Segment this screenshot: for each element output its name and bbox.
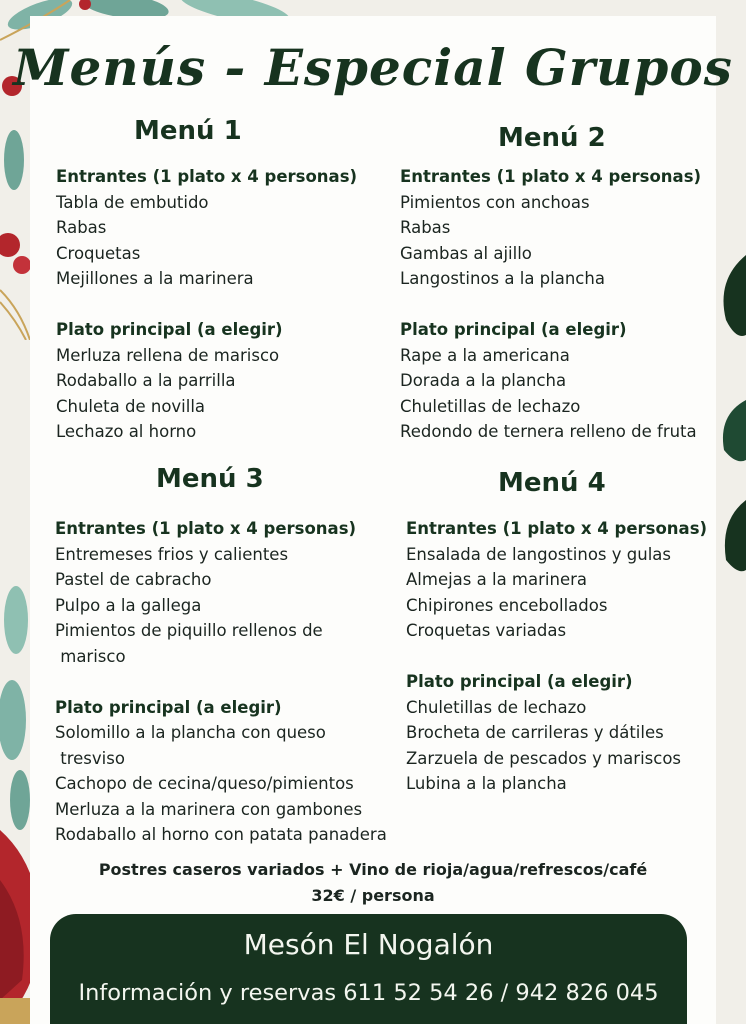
menu-4-starter: Almejas a la marinera [406,570,587,589]
menu-4-starter: Chipirones encebollados [406,595,608,615]
menu-2-starter: Pimientos con anchoas [400,192,590,212]
menu-2-starter: Langostinos a la plancha [400,269,605,288]
price-note: 32€ / persona [311,886,435,905]
menu-1-starters-title: Entrantes (1 plato x 4 personas) [56,167,358,186]
menu-3-main: Merluza a la marinera con gambones [55,799,363,819]
menu-1-column [56,164,357,445]
menu-2-main: Rape a la americana [400,345,570,365]
menu-3-main: tresviso [55,748,125,768]
menu-2-column [400,164,701,445]
menu-4-column [406,516,707,797]
page-title: Menús - Especial Grupos [13,38,733,97]
menu-1-main: Chuleta de novilla [56,396,206,416]
leaves-right-icon [716,250,746,580]
menu-2-main: Chuletillas de lechazo [400,396,581,416]
restaurant-banner [50,914,687,1024]
menu-4-main: Lubina a la plancha [406,774,567,793]
menu-4-main: Brocheta de carrileras y dátiles [406,723,664,742]
menu-2-starter: Gambas al ajillo [400,243,532,263]
menu-2-main: Redondo de ternera relleno de fruta [400,422,697,441]
menu-3-heading: Menú 3 [156,464,264,494]
menu-3-column [55,516,387,848]
menu-2-heading: Menú 2 [498,123,606,153]
menu-4-main: Chuletillas de lechazo [406,697,587,717]
menu-2-starters-title: Entrantes (1 plato x 4 personas) [400,167,702,186]
menu-4-starter: Ensalada de langostinos y gulas [406,544,671,564]
menu-1-mains-title: Plato principal (a elegir) [56,320,283,339]
menu-2-mains-title: Plato principal (a elegir) [400,320,627,339]
menu-1-starter: Croquetas [56,243,141,263]
menu-3-starter: Pastel de cabracho [55,570,212,589]
menu-4-starters-title: Entrantes (1 plato x 4 personas) [406,519,708,538]
restaurant-name: Mesón El Nogalón [243,928,494,961]
menu-3-main: Rodaballo al horno con patata panadera [55,825,387,844]
menu-1-main: Rodaballo a la parrilla [56,371,236,390]
menu-1-starter: Rabas [56,218,107,237]
menu-4-starter: Croquetas variadas [406,621,567,640]
extras-note: Postres caseros variados + Vino de rioja/agua/refrescos/café [98,860,648,879]
menu-3-starter: Entremeses frios y calientes [55,544,289,564]
menu-3-main: Solomillo a la plancha con queso [55,723,326,742]
menu-1-starter: Tabla de embutido [56,192,209,212]
menu-1-main: Merluza rellena de marisco [56,345,280,365]
menu-4-heading: Menú 4 [498,468,606,498]
menu-3-starter: marisco [55,646,126,666]
menu-3-starter: Pimientos de piquillo rellenos de [55,621,323,640]
menu-3-starter: Pulpo a la gallega [55,595,202,615]
menu-4-mains-title: Plato principal (a elegir) [406,672,633,691]
menu-2-starter: Rabas [400,218,451,237]
menu-4-main: Zarzuela de pescados y mariscos [406,748,682,768]
menu-1-starter: Mejillones a la marinera [56,269,254,288]
menu-2-main: Dorada a la plancha [400,371,567,390]
menu-1-heading: Menú 1 [134,116,242,146]
reservation-info: Información y reservas 611 52 54 26 / 942 826 045 [78,980,659,1006]
menu-1-main: Lechazo al horno [56,422,197,441]
menu-3-starters-title: Entrantes (1 plato x 4 personas) [55,519,357,538]
menu-3-main: Cachopo de cecina/queso/pimientos [55,774,354,793]
menu-3-mains-title: Plato principal (a elegir) [55,697,282,717]
